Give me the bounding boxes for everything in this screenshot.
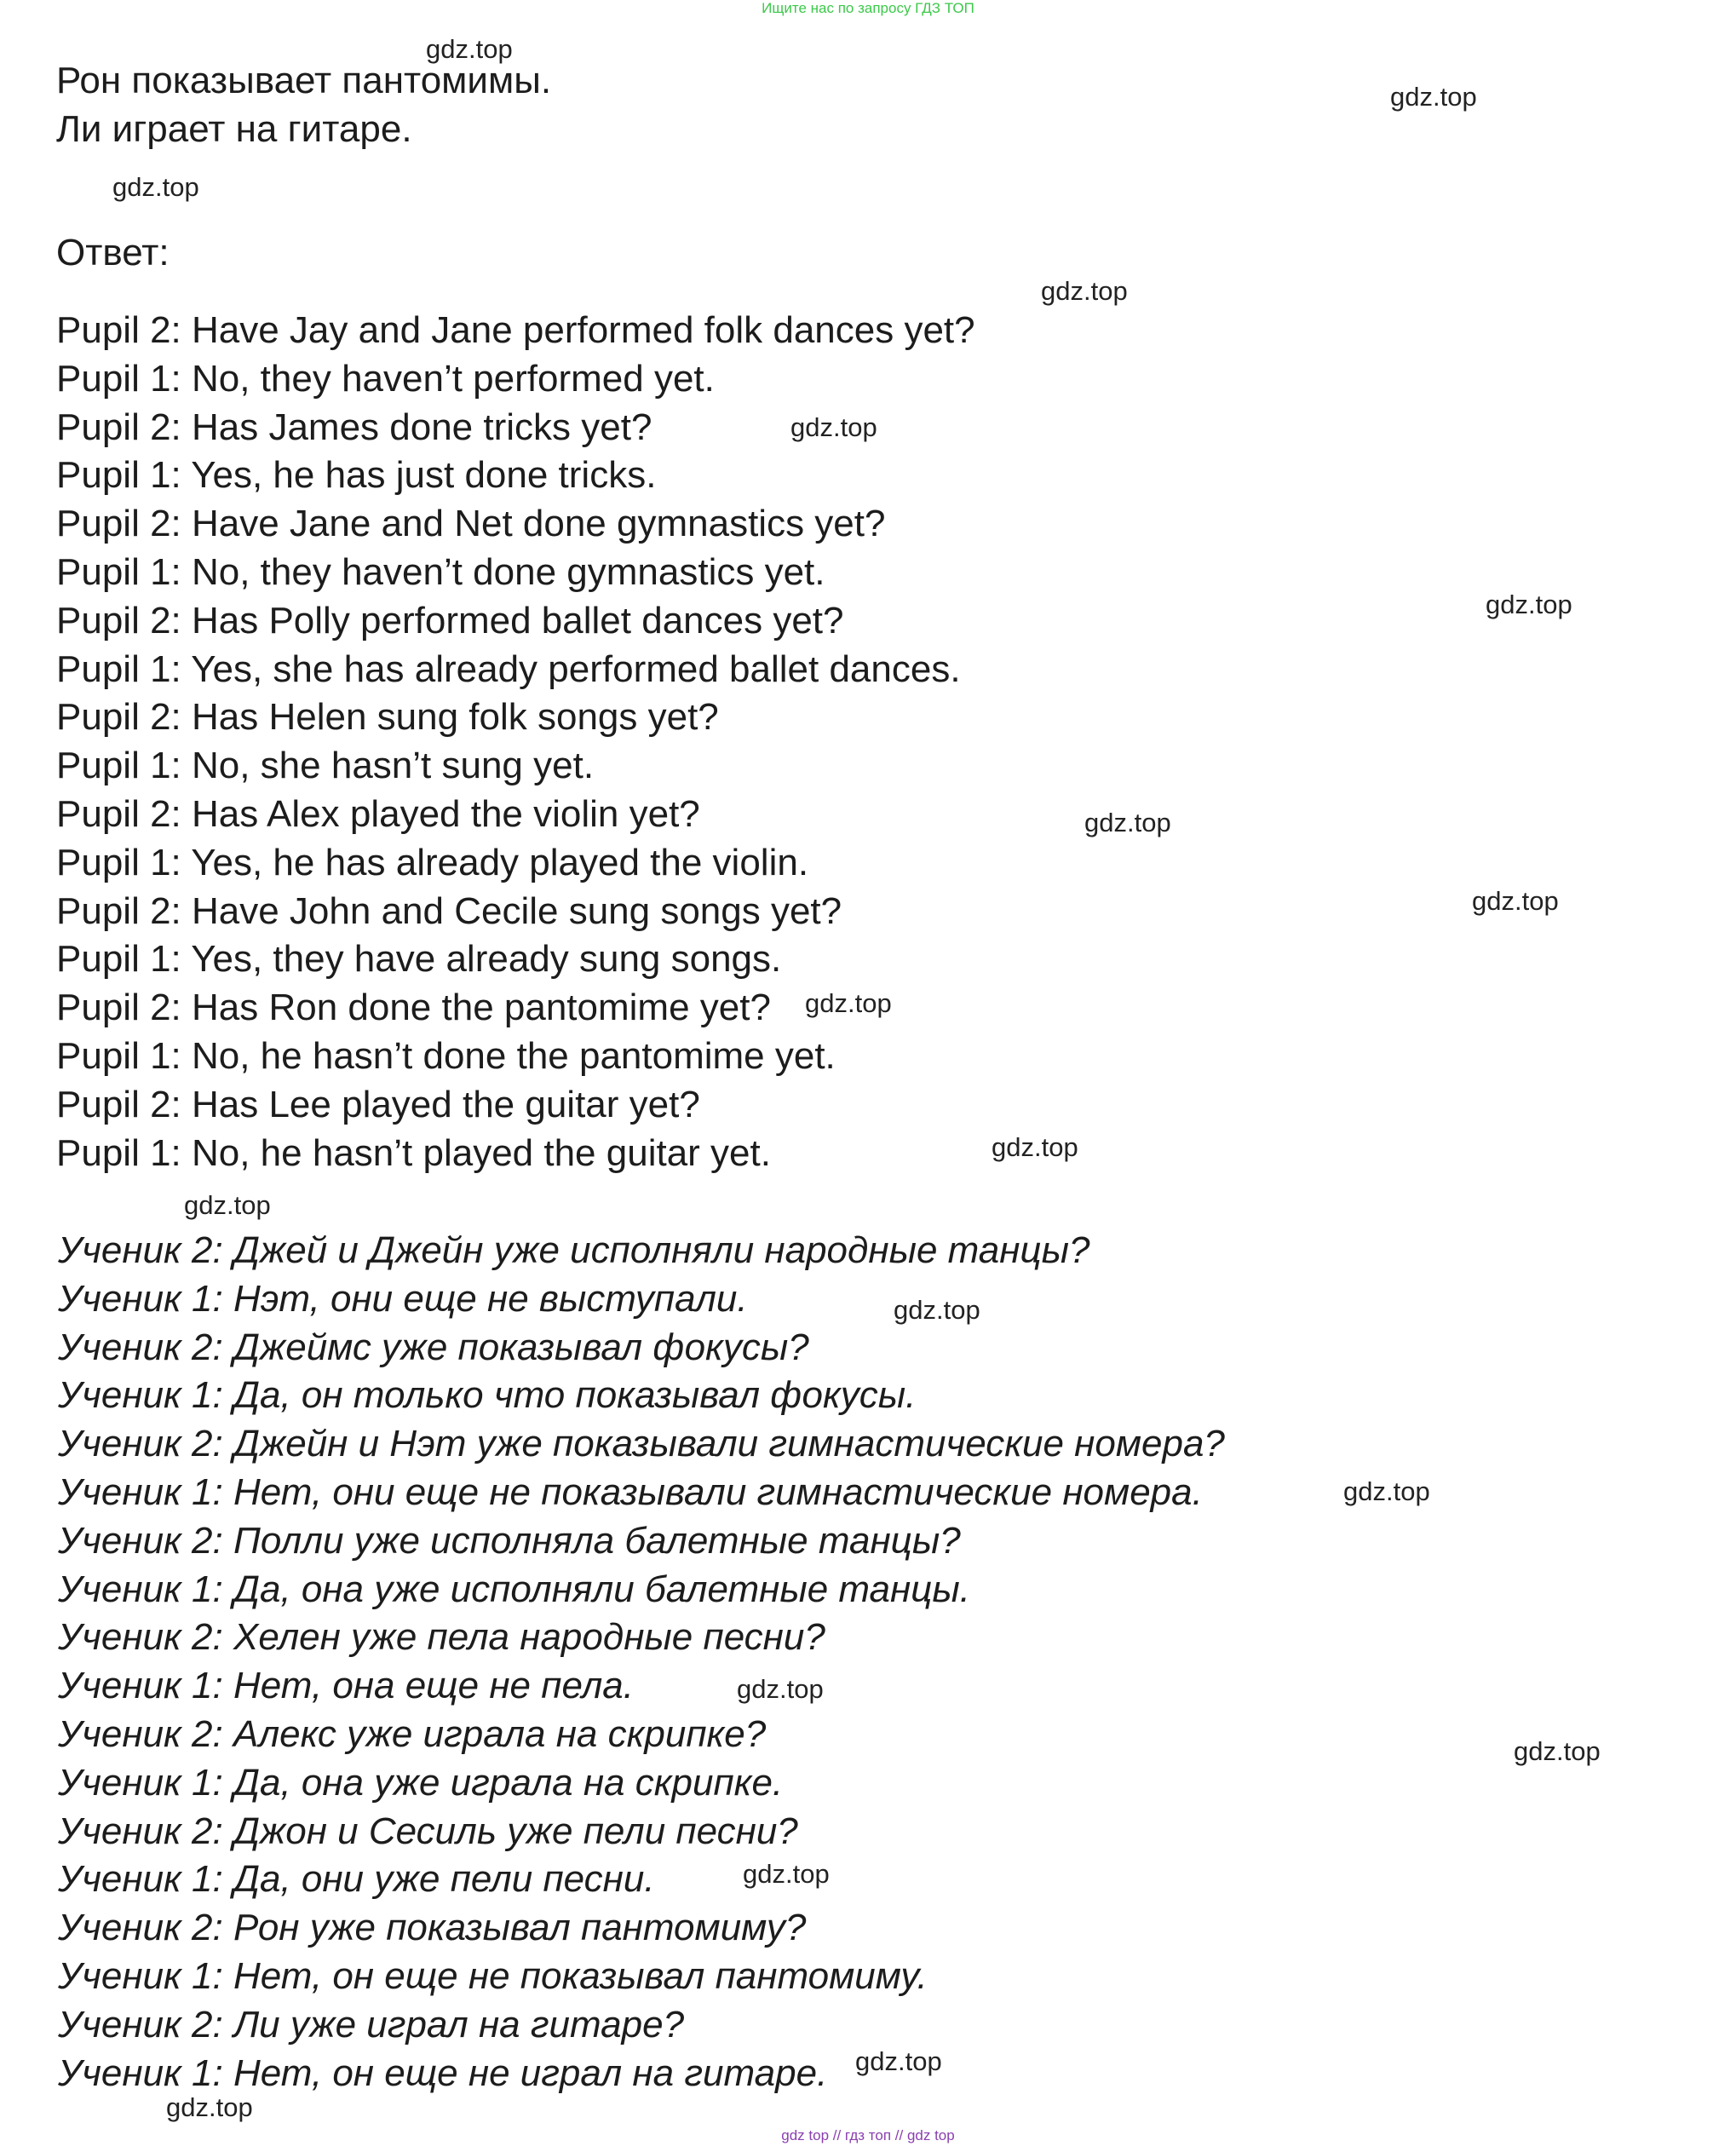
watermark: gdz.top (1472, 886, 1559, 916)
watermark: gdz.top (992, 1132, 1078, 1162)
watermark: gdz.top (184, 1190, 271, 1220)
watermark: gdz.top (1514, 1736, 1601, 1766)
english-line: Pupil 2: Has Alex played the violin yet? (56, 792, 700, 835)
english-line: Pupil 2: Have Jay and Jane performed folk dances yet? (56, 309, 975, 351)
english-line: Pupil 1: No, she hasn’t sung yet. (56, 745, 595, 787)
russian-line: Ученик 1: Нэт, они еще не выступали. (58, 1277, 748, 1320)
russian-line: Ученик 1: Да, она уже исполняли балетные танцы. (58, 1568, 970, 1610)
answer-label: Ответ: (56, 232, 170, 273)
watermark: gdz.top (855, 2046, 942, 2076)
russian-line: Ученик 2: Джон и Сесиль уже пели песни? (58, 1810, 798, 1852)
russian-line: Ученик 1: Да, они уже пели песни. (58, 1858, 655, 1901)
russian-line: Ученик 2: Ли уже играл на гитаре? (58, 2003, 685, 2046)
english-line: Pupil 1: Yes, he has just done tricks. (56, 454, 657, 497)
intro-line: Рон показывает пантомимы. (56, 60, 552, 101)
russian-line: Ученик 2: Хелен уже пела народные песни? (58, 1616, 825, 1659)
footer-links[interactable]: gdz top // гдз топ // gdz top (781, 2127, 955, 2143)
english-line: Pupil 2: Have Jane and Net done gymnastics yet? (56, 503, 886, 545)
english-line: Pupil 2: Has Helen sung folk songs yet? (56, 696, 719, 739)
intro-block (56, 56, 551, 153)
watermark: gdz.top (737, 1674, 824, 1704)
russian-line: Ученик 2: Алекс уже играла на скрипке? (58, 1712, 767, 1755)
watermark: gdz.top (743, 1859, 830, 1889)
russian-line: Ученик 1: Нет, она еще не пела. (58, 1665, 634, 1707)
english-line: Pupil 1: Yes, they have already sung songs. (56, 938, 782, 981)
russian-line: Ученик 1: Нет, он еще не показывал пантомиму. (58, 1954, 928, 1997)
watermark: gdz.top (1084, 808, 1171, 837)
english-line: Pupil 1: No, they haven’t done gymnastics yet. (56, 550, 825, 593)
watermark: gdz.top (805, 988, 892, 1018)
russian-line: Ученик 1: Да, он только что показывал фокусы. (58, 1374, 917, 1417)
russian-line: Ученик 2: Джейн и Нэт уже показывали гимнастические номера? (58, 1423, 1225, 1465)
english-line: Pupil 1: No, he hasn’t played the guitar yet. (56, 1131, 771, 1174)
watermark: gdz.top (1486, 590, 1572, 619)
russian-line: Ученик 2: Полли уже исполняла балетные танцы? (58, 1519, 961, 1562)
watermark: gdz.top (1343, 1476, 1430, 1506)
english-line: Pupil 2: Have John and Cecile sung songs yet? (56, 889, 842, 932)
english-line: Pupil 2: Has Lee played the guitar yet? (56, 1083, 700, 1125)
top-banner[interactable]: Ищите нас по запросу ГДЗ ТОП (762, 0, 974, 16)
russian-translation (58, 1227, 1225, 2097)
watermark: gdz.top (166, 2092, 253, 2122)
english-line: Pupil 1: No, he hasn’t done the pantomime yet. (56, 1034, 836, 1077)
english-line: Pupil 1: No, they haven’t performed yet. (56, 357, 715, 400)
english-line: Pupil 2: Has Polly performed ballet dances yet? (56, 599, 844, 642)
english-line: Pupil 2: Has James done tricks yet? (56, 406, 652, 448)
russian-line: Ученик 1: Да, она уже играла на скрипке. (58, 1761, 784, 1804)
english-line: Pupil 2: Has Ron done the pantomime yet? (56, 987, 771, 1029)
watermark: gdz.top (790, 412, 877, 442)
russian-line: Ученик 1: Нет, они еще не показывали гимнастические номера. (58, 1470, 1203, 1513)
watermark: gdz.top (426, 34, 513, 64)
russian-line: Ученик 2: Джеймс уже показывал фокусы? (58, 1326, 809, 1368)
english-line: Pupil 1: Yes, he has already played the violin. (56, 841, 809, 883)
watermark: gdz.top (894, 1295, 980, 1325)
watermark: gdz.top (112, 172, 199, 202)
russian-line: Ученик 2: Джей и Джейн уже исполняли народные танцы? (58, 1229, 1090, 1271)
watermark: gdz.top (1390, 82, 1477, 112)
russian-line: Ученик 2: Рон уже показывал пантомиму? (58, 1907, 807, 1949)
english-line: Pupil 1: Yes, she has already performed ballet dances. (56, 647, 961, 690)
russian-line: Ученик 1: Нет, он еще не играл на гитаре. (58, 2051, 828, 2094)
watermark: gdz.top (1041, 276, 1128, 306)
intro-line: Ли играет на гитаре. (56, 108, 412, 150)
